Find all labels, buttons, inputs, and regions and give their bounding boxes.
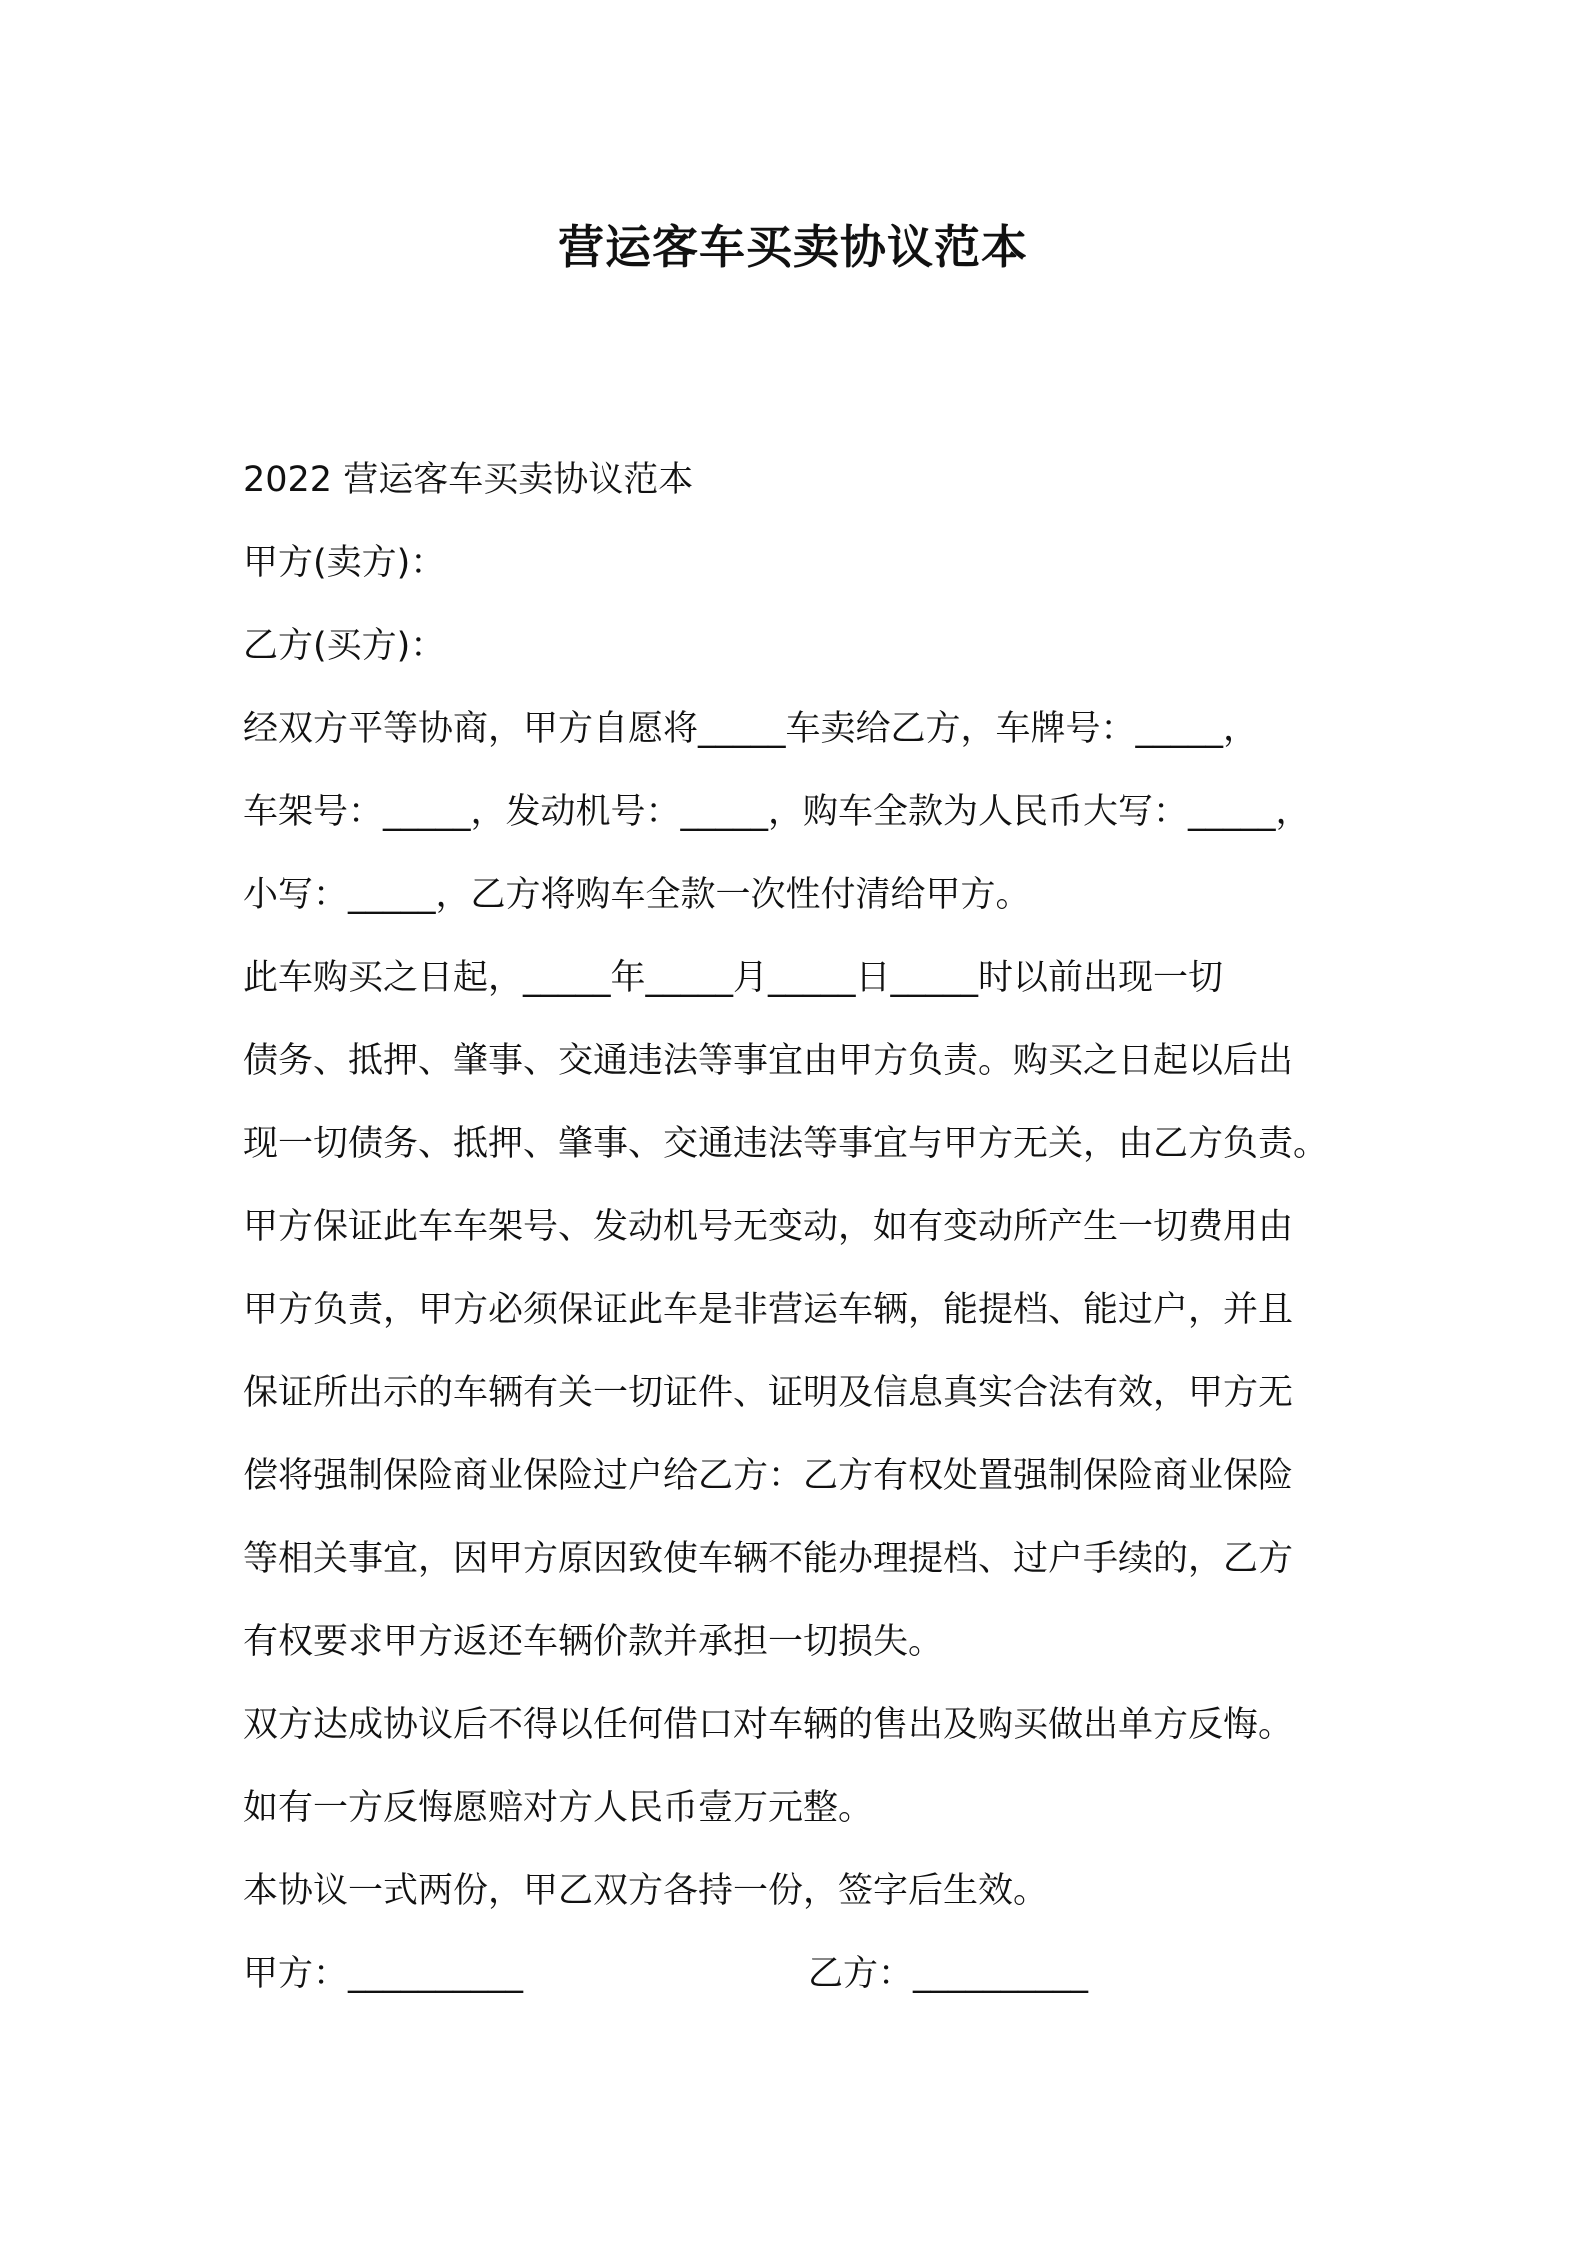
party-b-buyer-line: 乙方(买方)： — [243, 626, 446, 666]
paragraph-line: 等相关事宜，因甲方原因致使车辆不能办理提档、过户手续的，乙方 — [243, 1539, 1294, 1579]
paragraph-line: 现一切债务、抵押、肇事、交通违法等事宜与甲方无关，由乙方负责。 — [243, 1124, 1329, 1164]
paragraph-line: 如有一方反悔愿赔对方人民币壹万元整。 — [243, 1788, 874, 1828]
paragraph-line: 债务、抵押、肇事、交通违法等事宜由甲方负责。购买之日起以后出 — [243, 1041, 1294, 1081]
signature-party-b: 乙方：__________ — [808, 1954, 1089, 1994]
paragraph-line: 保证所出示的车辆有关一切证件、证明及信息真实合法有效，甲方无 — [243, 1373, 1294, 1413]
paragraph-line: 车架号：_____，发动机号：_____，购车全款为人民币大写：_____， — [243, 792, 1311, 832]
paragraph-line: 甲方保证此车车架号、发动机号无变动，如有变动所产生一切费用由 — [243, 1207, 1294, 1247]
paragraph-line: 双方达成协议后不得以任何借口对车辆的售出及购买做出单方反悔。 — [243, 1705, 1294, 1745]
paragraph-line: 本协议一式两份，甲乙双方各持一份，签字后生效。 — [243, 1871, 1049, 1911]
subtitle-line: 2022 营运客车买卖协议范本 — [243, 460, 694, 500]
party-a-seller-line: 甲方(卖方)： — [243, 543, 446, 583]
paragraph-line: 甲方负责，甲方必须保证此车是非营运车辆，能提档、能过户，并且 — [243, 1290, 1294, 1330]
paragraph-line: 偿将强制保险商业保险过户给乙方：乙方有权处置强制保险商业保险 — [243, 1456, 1294, 1496]
paragraph-line: 经双方平等协商，甲方自愿将_____车卖给乙方，车牌号：_____， — [243, 709, 1259, 749]
document-title: 营运客车买卖协议范本 — [558, 220, 1028, 274]
paragraph-line: 此车购买之日起，_____年_____月_____日_____时以前出现一切 — [243, 958, 1224, 998]
paragraph-line: 有权要求甲方返还车辆价款并承担一切损失。 — [243, 1622, 944, 1662]
paragraph-line: 小写：_____，乙方将购车全款一次性付清给甲方。 — [243, 875, 1031, 915]
signature-party-a: 甲方：__________ — [243, 1954, 524, 1994]
